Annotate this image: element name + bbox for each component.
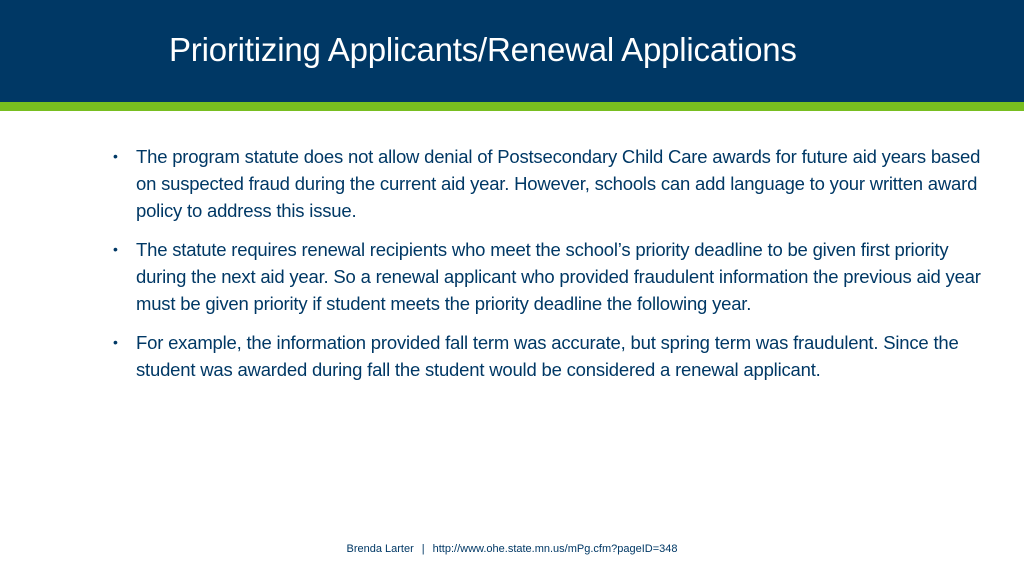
bullet-text: For example, the information provided fall term was accurate, but spring term was fraudulent. Since the student was awarded during fall the student would be considered a renewal applicant. bbox=[136, 332, 959, 380]
bullet-text: The program statute does not allow denial of Postsecondary Child Care awards for future aid years based on suspected fraud during the current aid year. However, schools can add language to your written award policy to address this issue. bbox=[136, 146, 981, 221]
bullet-marker: • bbox=[113, 241, 118, 257]
title-bar bbox=[0, 0, 1024, 102]
bullet-marker: • bbox=[113, 334, 118, 350]
bullet-list bbox=[113, 143, 983, 395]
bullet-item bbox=[113, 236, 983, 317]
bullet-item bbox=[113, 143, 983, 224]
footer-separator: | bbox=[421, 543, 425, 555]
footer bbox=[0, 540, 1024, 558]
bullet-item bbox=[113, 329, 983, 383]
slide-title: Prioritizing Applicants/Renewal Applications bbox=[169, 31, 797, 68]
footer-url[interactable]: http://www.ohe.state.mn.us/mPg.cfm?pageID=348 bbox=[432, 543, 678, 555]
bullet-text: The statute requires renewal recipients who meet the school’s priority deadline to be given first priority during the next aid year. So a renewal applicant who provided fraudulent information the previous aid year must be given priority if student meets the priority deadline the following year. bbox=[136, 239, 981, 314]
footer-author: Brenda Larter bbox=[346, 543, 414, 555]
bullet-marker: • bbox=[113, 148, 118, 164]
accent-stripe bbox=[0, 102, 1024, 111]
